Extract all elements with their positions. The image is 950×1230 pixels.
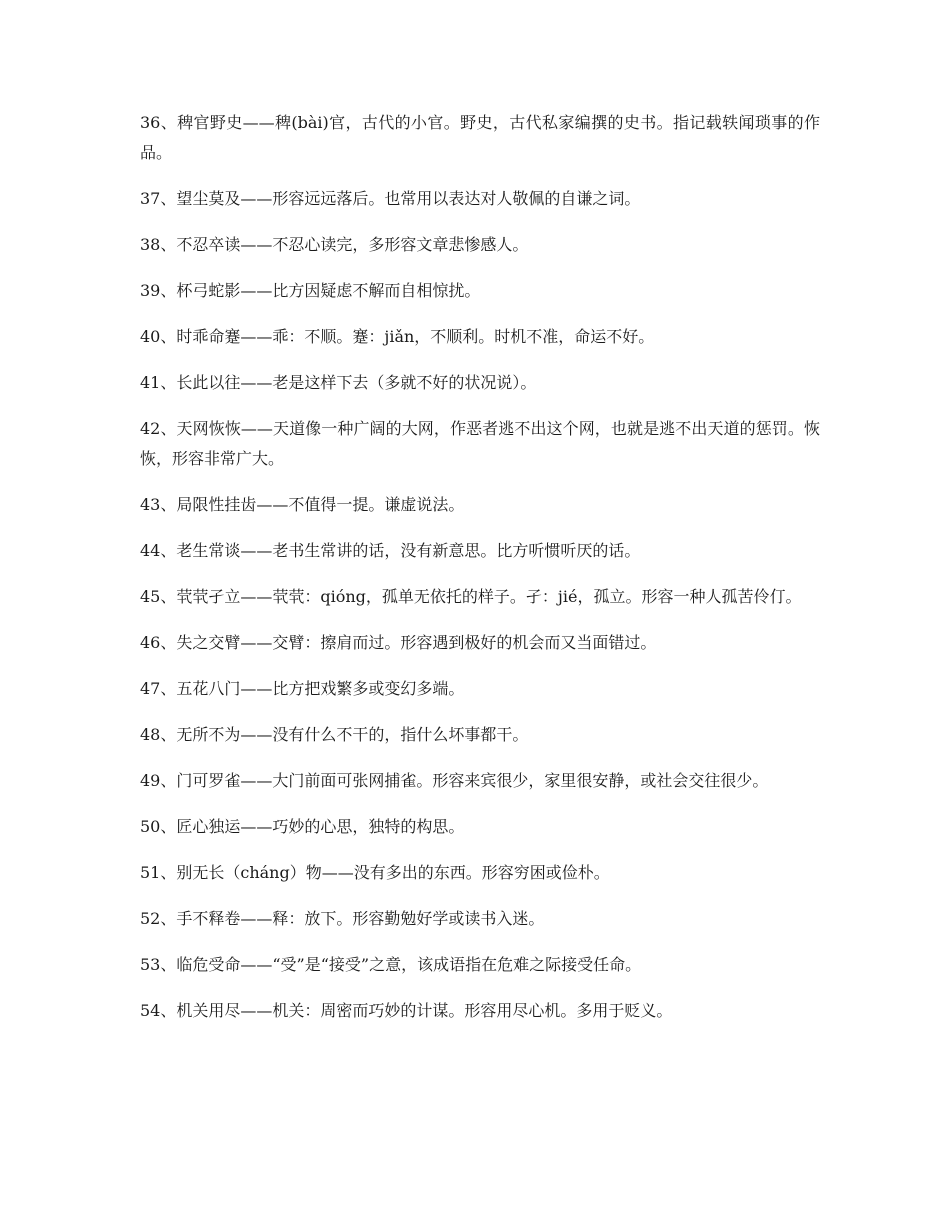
- idiom-entry-44: 44、老生常谈——老书生常讲的话，没有新意思。比方听惯听厌的话。: [140, 541, 641, 560]
- idiom-entry-38: 38、不忍卒读——不忍心读完，多形容文章悲惨感人。: [140, 235, 529, 254]
- idiom-entry-52: 52、手不释卷——释：放下。形容勤勉好学或读书入迷。: [140, 909, 545, 928]
- idiom-entry-39: 39、杯弓蛇影——比方因疑虑不解而自相惊扰。: [140, 281, 481, 300]
- idiom-entry-48: 48、无所不为——没有什么不干的，指什么坏事都干。: [140, 725, 529, 744]
- idiom-entry-46: 46、失之交臂——交臂：擦肩而过。形容遇到极好的机会而又当面错过。: [140, 633, 657, 652]
- idiom-entry-49: 49、门可罗雀——大门前面可张网捕雀。形容来宾很少，家里很安静，或社会交往很少。: [140, 771, 769, 790]
- idiom-entry-53: 53、临危受命——“受”是“接受”之意，该成语指在危难之际接受任命。: [140, 955, 642, 974]
- document-page: [140, 108, 820, 1042]
- idiom-entry-43: 43、局限性挂齿——不值得一提。谦虚说法。: [140, 495, 465, 514]
- idiom-entry-37: 37、望尘莫及——形容远远落后。也常用以表达对人敬佩的自谦之词。: [140, 189, 641, 208]
- idiom-entry-50: 50、匠心独运——巧妙的心思，独特的构思。: [140, 817, 465, 836]
- idiom-entry-47: 47、五花八门——比方把戏繁多或变幻多端。: [140, 679, 465, 698]
- idiom-entry-42: 42、天网恢恢——天道像一种广阔的大网，作恶者逃不出这个网，也就是逃不出天道的惩罚。恢恢，形容非常广大。: [140, 419, 820, 468]
- idiom-entry-51: 51、别无长（cháng）物——没有多出的东西。形容穷困或俭朴。: [140, 863, 610, 882]
- idiom-entry-40: 40、时乖命蹇——乖：不顺。蹇：jiǎn，不顺利。时机不准，命运不好。: [140, 327, 655, 346]
- idiom-entry-45: 45、茕茕孑立——茕茕：qióng，孤单无依托的样子。孑：jié，孤立。形容一种人孤苦伶仃。: [140, 587, 802, 606]
- idiom-entry-54: 54、机关用尽——机关：周密而巧妙的计谋。形容用尽心机。多用于贬义。: [140, 1001, 673, 1020]
- idiom-entry-41: 41、长此以往——老是这样下去（多就不好的状况说）。: [140, 373, 537, 392]
- idiom-entry-36: 36、稗官野史——稗(bài)官，古代的小官。野史，古代私家编撰的史书。指记载轶闻琐事的作品。: [140, 113, 820, 162]
